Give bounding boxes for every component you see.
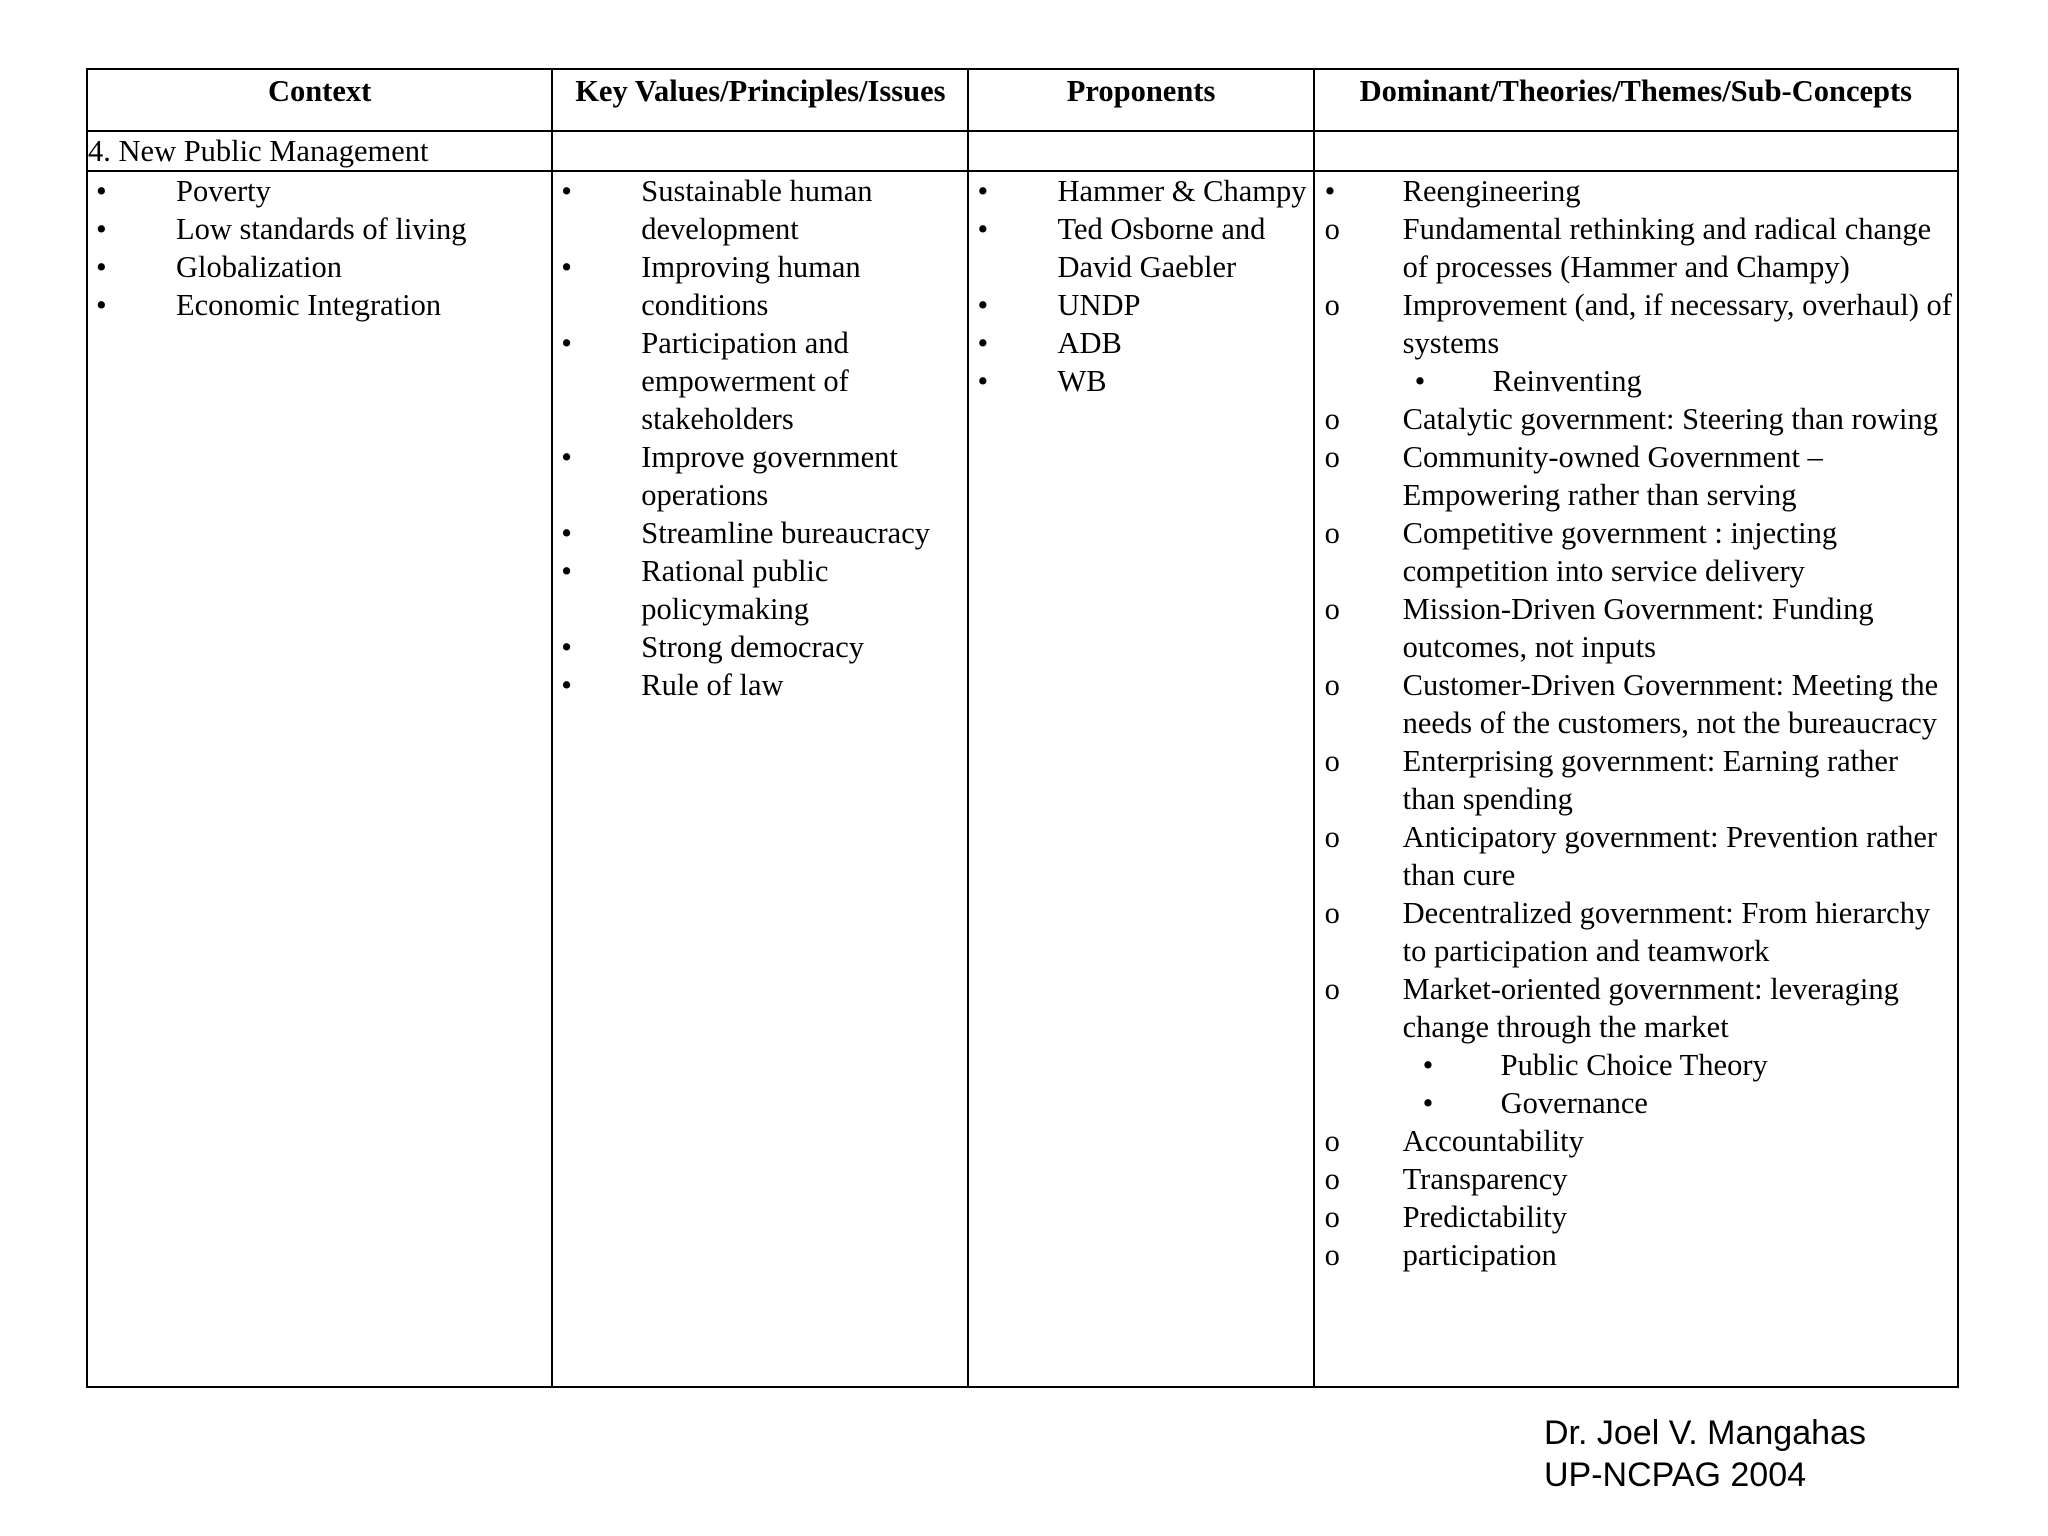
list-item: o Market-oriented government: leveraging change through the market [1324,972,1899,1044]
bullet-icon: • [977,288,989,322]
list-item: o Decentralized government: From hierarchy to participation and teamwork [1324,896,1931,968]
list-item: o Enterprising government: Earning rather than spending [1324,744,1899,816]
bullet-icon: • [977,212,989,246]
bullet-icon: • [561,516,572,550]
list-item: • Low standards of living [96,212,467,246]
bullet-icon: • [96,212,107,246]
sub-list-item [1315,1084,1957,1122]
bullet-icon: • [977,364,989,398]
header-row [87,69,1958,131]
circle-icon: o [1324,516,1340,550]
circle-icon: o [1324,1200,1340,1234]
bullet-icon: • [1414,364,1426,398]
list-item: o Anticipatory government: Prevention rather than cure [1324,820,1938,892]
list-item: o Catalytic government: Steering than rowing [1324,402,1938,436]
circle-icon: o [1324,440,1340,474]
list-item: • Economic Integration [96,288,442,322]
bullet-icon: • [1422,1086,1434,1120]
themes-list [1315,172,1957,1274]
footer-org-year: UP-NCPAG 2004 [1544,1456,1807,1494]
bullet-icon: • [561,326,572,360]
circle-icon: o [1324,1238,1340,1272]
content-row [87,171,1958,1387]
bullet-icon: • [561,174,572,208]
bullet-icon: • [561,630,572,664]
list-item: • Strong democracy [561,630,864,664]
circle-icon: o [1324,972,1340,1006]
circle-icon: o [1324,744,1340,778]
bullet-icon: • [977,174,989,208]
bullet-icon: • [977,326,989,360]
list-item: • Participation and empowerment of stakeholders [561,326,849,436]
list-item: o Mission-Driven Government: Funding outcomes, not inputs [1324,592,1874,664]
sub-entry: • Public Choice Theory [1422,1048,1768,1082]
sub-entry: • Governance [1422,1086,1648,1120]
list-item: • Rule of law [561,668,784,702]
list-item: • Globalization [96,250,343,284]
list-item: • Reengineering [1324,174,1581,208]
header-context: Context [87,69,552,131]
section-empty-cell [1314,131,1958,171]
context-cell [87,171,552,1387]
circle-icon: o [1324,592,1340,626]
bullet-icon: • [96,174,107,208]
circle-icon: o [1324,668,1340,702]
list-item: • WB [977,364,1107,398]
list-item: o Fundamental rethinking and radical change of processes (Hammer and Champy) [1324,212,1932,284]
header-themes: Dominant/Theories/Themes/Sub-Concepts [1314,69,1958,131]
list-item: • Hammer & Champy [977,174,1307,208]
header-key-values: Key Values/Principles/Issues [552,69,968,131]
sub-list-item [1315,362,1957,400]
list-item: o Community-owned Government – Empowering rather than serving [1324,440,1823,512]
bullet-icon: • [96,288,107,322]
sub-list-item [1315,1046,1957,1084]
bullet-icon: • [561,668,572,702]
circle-icon: o [1324,402,1340,436]
list-item: o Improvement (and, if necessary, overhaul) of systems [1324,288,1952,360]
bullet-icon: • [561,250,572,284]
list-item: • Rational public policymaking [561,554,829,626]
list-item: • UNDP [977,288,1141,322]
list-item: • Sustainable human development [561,174,873,246]
bullet-icon: • [561,554,572,588]
list-item: o participation [1324,1238,1557,1272]
circle-icon: o [1324,212,1340,246]
list-item: o Predictability [1324,1200,1567,1234]
themes-cell [1314,171,1958,1387]
proponents-list [969,172,1312,400]
list-item: • Improve government operations [561,440,898,512]
circle-icon: o [1324,1124,1340,1158]
list-item: o Competitive government : injecting competition into service delivery [1324,516,1838,588]
list-item: • Poverty [96,174,271,208]
list-item: • Streamline bureaucracy [561,516,930,550]
section-empty-cell [968,131,1313,171]
bullet-icon: • [1324,174,1336,208]
section-empty-cell [552,131,968,171]
list-item: • Improving human conditions [561,250,861,322]
list-item: o Accountability [1324,1124,1584,1158]
circle-icon: o [1324,820,1340,854]
section-title: 4. New Public Management [87,131,552,171]
bullet-icon: • [561,440,572,474]
circle-icon: o [1324,896,1340,930]
circle-icon: o [1324,288,1340,322]
footer-credit [1544,1412,1866,1496]
header-proponents: Proponents [968,69,1313,131]
section-row [87,131,1958,171]
footer-author: Dr. Joel V. Mangahas [1544,1414,1866,1452]
list-item: • Ted Osborne and David Gaebler [977,212,1266,284]
list-item: o Transparency [1324,1162,1568,1196]
list-item: o Customer-Driven Government: Meeting the needs of the customers, not the bureaucracy [1324,668,1939,740]
proponents-cell [968,171,1313,1387]
list-item: • ADB [977,326,1122,360]
circle-icon: o [1324,1162,1340,1196]
context-list [88,172,551,324]
key-values-list [553,172,967,704]
bullet-icon: • [1422,1048,1434,1082]
nature-table [86,68,1959,1388]
bullet-icon: • [96,250,107,284]
sub-entry: • Reinventing [1414,364,1642,398]
key-values-cell [552,171,968,1387]
